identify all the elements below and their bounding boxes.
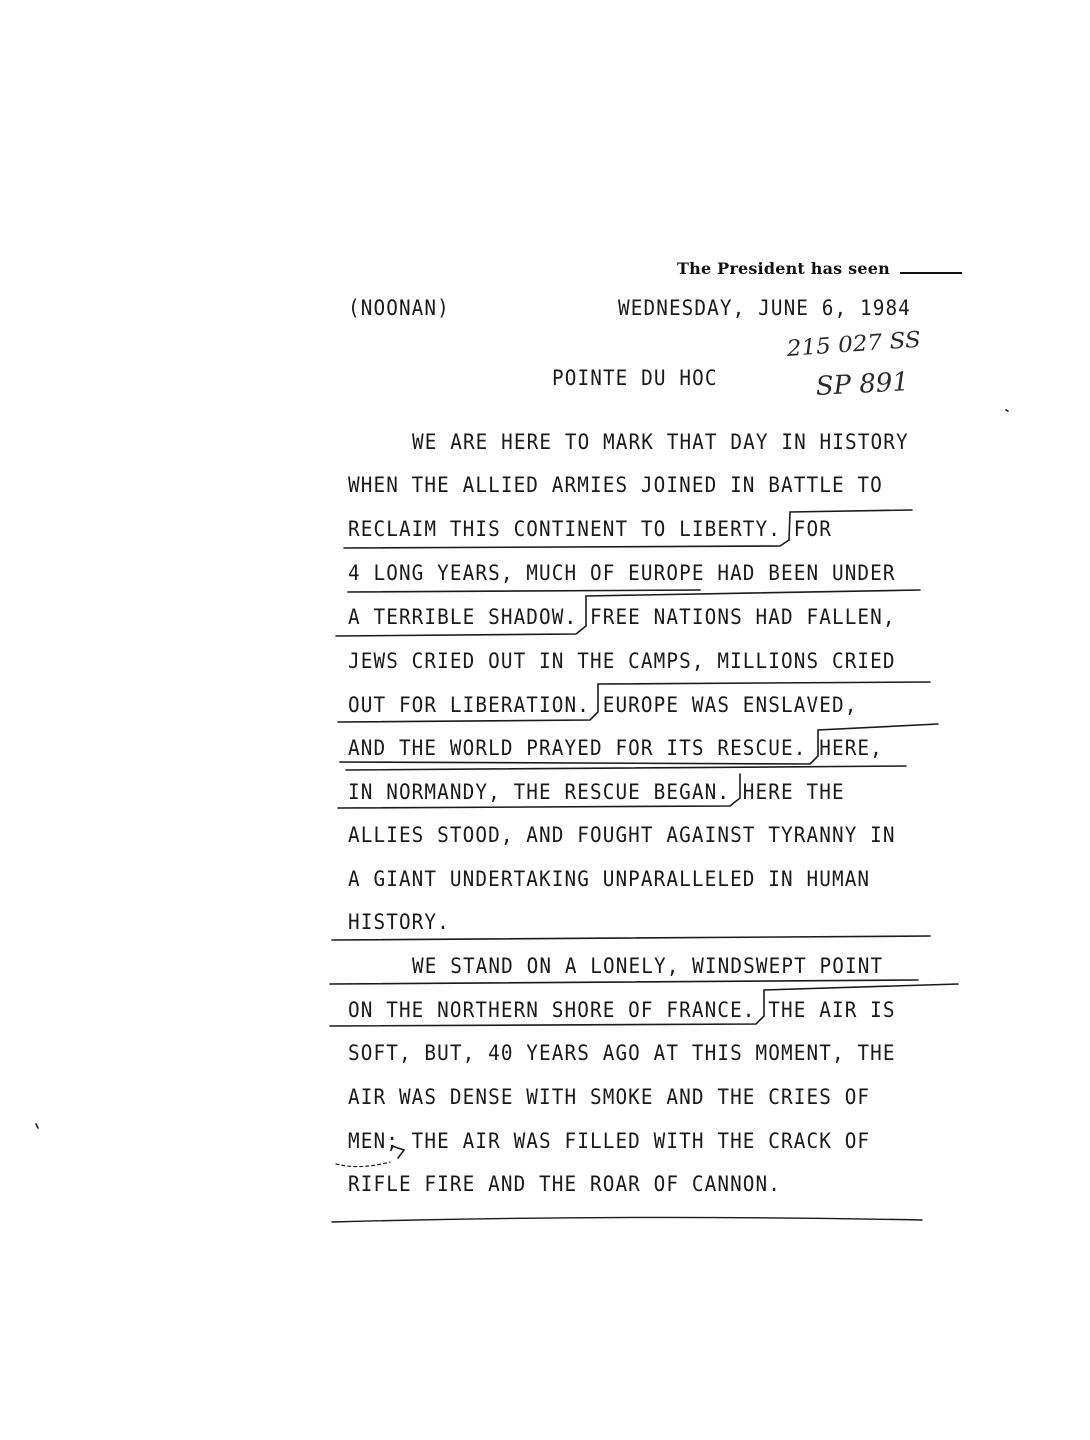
author-label: (NOONAN) [348,296,450,320]
body-line: WHEN THE ALLIED ARMIES JOINED IN BATTLE TO [348,473,883,497]
body-line: 4 LONG YEARS, MUCH OF EUROPE HAD BEEN UNDER [348,561,896,585]
pause-mark [340,724,938,764]
body-line: HISTORY. [348,910,450,934]
pause-mark [338,766,906,808]
president-seen-stamp: The President has seen [677,259,890,278]
section-divider [332,1217,922,1222]
pause-mark [344,510,912,548]
body-line: JEWS CRIED OUT IN THE CAMPS, MILLIONS CRIED [348,649,896,673]
body-line: ALLIES STOOD, AND FOUGHT AGAINST TYRANNY IN [348,823,896,847]
body-line: AIR WAS DENSE WITH SMOKE AND THE CRIES OF [348,1085,871,1109]
body-line: WE STAND ON A LONELY, WINDSWEPT POINT [412,954,884,978]
handwritten-file-code: 215 027 SS [786,327,922,362]
body-line: SOFT, BUT, 40 YEARS AGO AT THIS MOMENT, THE [348,1041,896,1065]
pause-mark [330,984,958,1026]
handwritten-speech-code: SP 891 [815,367,910,402]
body-line: WE ARE HERE TO MARK THAT DAY IN HISTORY [412,430,909,454]
body-line: IN NORMANDY, THE RESCUE BEGAN. HERE THE [348,780,845,804]
body-line: RECLAIM THIS CONTINENT TO LIBERTY. FOR [348,517,832,541]
body-line: ON THE NORTHERN SHORE OF FRANCE. THE AIR IS [348,998,896,1022]
section-divider [330,936,930,984]
pause-mark [336,590,920,636]
page-title: POINTE DU HOC [552,366,718,390]
body-line: OUT FOR LIBERATION. EUROPE WAS ENSLAVED, [348,693,858,717]
semicolon-correction [336,1146,404,1167]
body-line: RIFLE FIRE AND THE ROAR OF CANNON. [348,1172,782,1196]
date-label: WEDNESDAY, JUNE 6, 1984 [618,296,911,320]
body-line: AND THE WORLD PRAYED FOR ITS RESCUE. HERE, [348,736,883,760]
body-line: MEN; THE AIR WAS FILLED WITH THE CRACK OF [348,1129,871,1153]
pause-mark [338,682,930,722]
body-line: A GIANT UNDERTAKING UNPARALLELED IN HUMAN [348,867,871,891]
body-line: A TERRIBLE SHADOW. FREE NATIONS HAD FALLEN, [348,605,896,629]
